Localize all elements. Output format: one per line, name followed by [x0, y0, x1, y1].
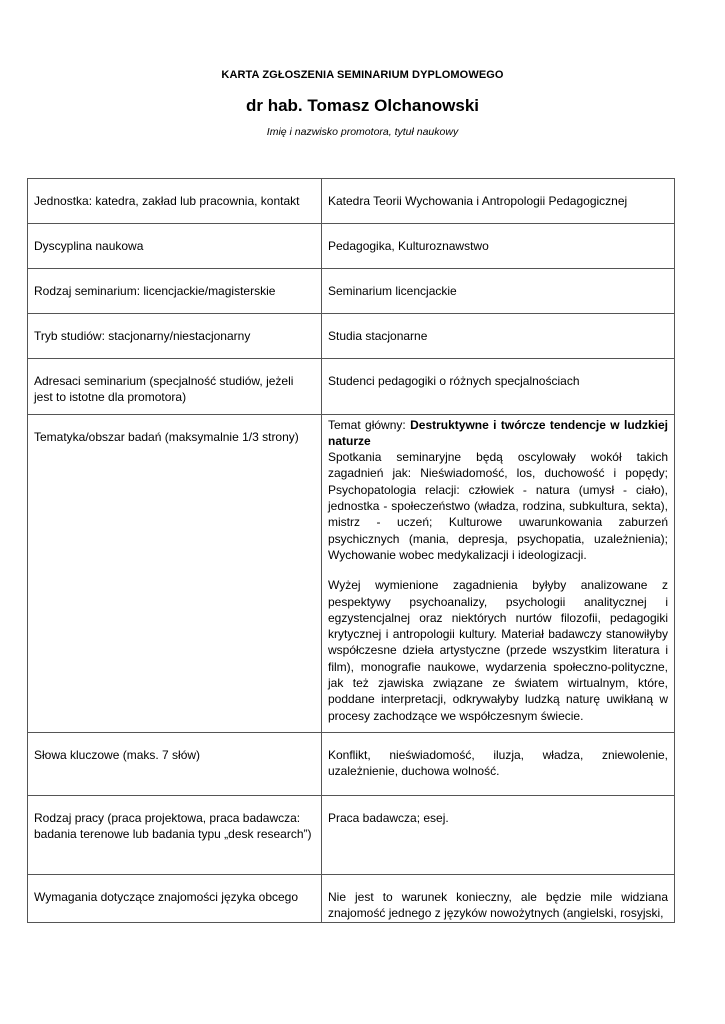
promoter-caption: Imię i nazwisko promotora, tytuł naukowy	[266, 126, 459, 138]
row-label: Adresaci seminarium (specjalność studiów, jeżeli jest to istotne dla promotora)	[28, 359, 322, 415]
row-value	[322, 414, 675, 732]
row-label: Wymagania dotyczące znajomości języka obcego	[28, 874, 322, 922]
row-value: Katedra Teorii Wychowania i Antropologii Pedagogicznej	[322, 179, 675, 224]
table-row-keywords	[28, 732, 675, 795]
table-row-seminar-type	[28, 269, 675, 314]
table-row-language	[28, 874, 675, 922]
row-value: Studia stacjonarne	[322, 314, 675, 359]
row-label: Jednostka: katedra, zakład lub pracownia, kontakt	[28, 179, 322, 224]
row-value: Praca badawcza; esej.	[322, 795, 675, 874]
row-label: Tematyka/obszar badań (maksymalnie 1/3 strony)	[28, 414, 322, 732]
row-value: Nie jest to warunek konieczny, ale będzie mile widziana znajomość jednego z języków nowożytnych (angielski, rosyjski,	[322, 874, 675, 922]
topic-paragraph-1: Spotkania seminaryjne będą oscylowały wokół takich zagadnień jak: Nieświadomość, los, duchowość i popędy; Psychopatologia relacji: człowiek - natura (umysł - ciało), jednostka - społeczeństwo (władza, rodzina, subkultura, sekta), mistrz - uczeń; Kulturowe uwarunkowania zaburzeń psychicznych (mania, depresja, psychopatia, uzależnienia); Wychowanie wobec medykalizacji i ideologizacji.	[328, 450, 668, 562]
row-label: Tryb studiów: stacjonarny/niestacjonarny	[28, 314, 322, 359]
topic-prefix: Temat główny:	[328, 417, 411, 432]
table-row-work-type	[28, 795, 675, 874]
row-label: Rodzaj seminarium: licencjackie/magisterskie	[28, 269, 322, 314]
table-row-discipline	[28, 224, 675, 269]
row-value: Studenci pedagogiki o różnych specjalnościach	[322, 359, 675, 415]
table-row-study-mode	[28, 314, 675, 359]
table-row-audience	[28, 359, 675, 415]
topic-line	[328, 417, 668, 450]
row-value: Seminarium licencjackie	[322, 269, 675, 314]
promoter-name: dr hab. Tomasz Olchanowski	[245, 96, 479, 115]
row-label: Rodzaj pracy (praca projektowa, praca badawcza: badania terenowe lub badania typu „desk research”)	[28, 795, 322, 874]
form-title: KARTA ZGŁOSZENIA SEMINARIUM DYPLOMOWEGO	[221, 69, 504, 81]
row-label: Dyscyplina naukowa	[28, 224, 322, 269]
topic-title: Destruktywne i twórcze tendencje w ludzkiej naturze	[328, 417, 668, 448]
row-value: Konflikt, nieświadomość, iluzja, władza, zniewolenie, uzależnienie, duchowa wolność.	[322, 732, 675, 795]
row-value: Pedagogika, Kulturoznawstwo	[322, 224, 675, 269]
table-row-unit	[28, 179, 675, 224]
seminar-form-table	[27, 178, 675, 923]
topic-paragraph-2: Wyżej wymienione zagadnienia byłyby analizowane z pespektywy psychoanalizy, psychologii analitycznej i egzystencjalnej oraz niektórych nurtów filozofii, pedagogiki krytycznej i antropologii kultury. Materiał badawczy stanowiłyby współczesne dzieła artystyczne (przede wszystkim literatura i film), monografie naukowe, wydarzenia społeczno-polityczne, jak też zjawiska związane ze światem wirtualnym, które, poddane interpretacji, odkrywałyby ludzką naturę uwikłaną w procesy zachodzące we współczesnym świecie.	[328, 578, 668, 723]
table-row-topics	[28, 414, 675, 732]
row-label: Słowa kluczowe (maks. 7 słów)	[28, 732, 322, 795]
